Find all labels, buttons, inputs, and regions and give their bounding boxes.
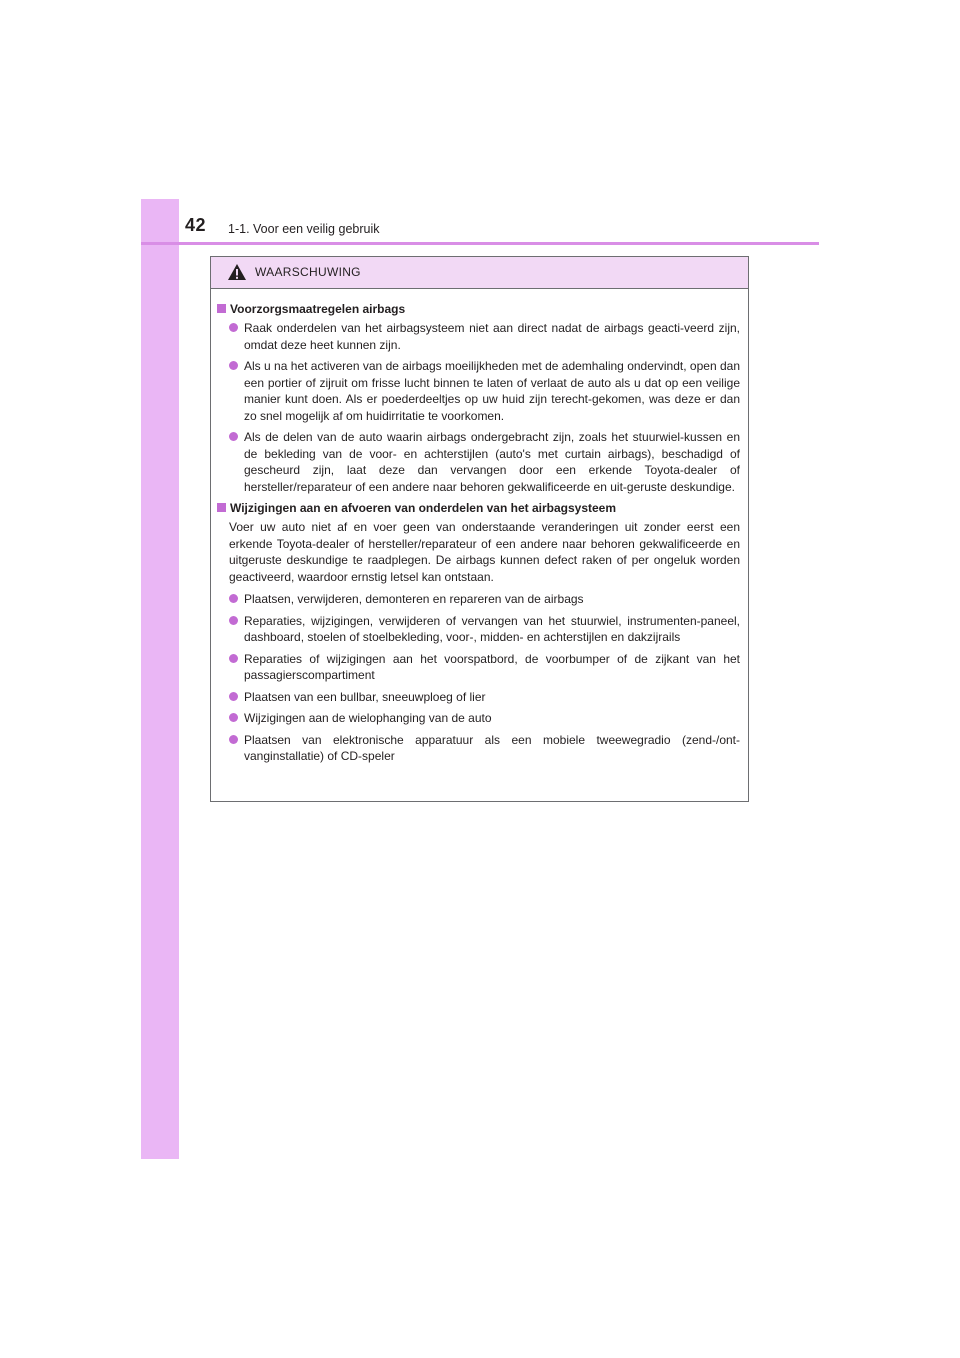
warning-header xyxy=(211,257,748,289)
list-item: Reparaties, wijzigingen, verwijderen of vervangen van het stuurwiel, instrumenten-paneel, dashboard, stoelen of stoelbekleding, voor-, midden- en achterstijlen en dakzijrails xyxy=(217,613,740,646)
section-airbag-modifications xyxy=(217,500,740,765)
section-title: 1-1. Voor een veilig gebruik xyxy=(228,222,380,236)
list-item: Als de delen van de auto waarin airbags ondergebracht zijn, zoals het stuurwiel-kussen en de bekleding van de voor- en achterstijlen (auto's met curtain airbags), beschadigd of gescheurd zijn, laat deze dan vervangen door een erkende Toyota-dealer of hersteller/reparateur of een andere naar behoren gekwalificeerde en uit-geruste deskundige. xyxy=(217,429,740,495)
warning-title: WAARSCHUWING xyxy=(255,265,361,279)
list-item: Als u na het activeren van de airbags moeilijkheden met de ademhaling ondervindt, open dan een portier of zijruit om frisse lucht binnen te laten of verlaat de auto als u dat op een veilige manier kunt doen. Als er poederdeeltjes op uw huid zijn terecht-gekomen, was deze er dan zo snel mogelijk af om huidirritatie te voorkomen. xyxy=(217,358,740,424)
round-bullet-icon xyxy=(229,713,238,722)
round-bullet-icon xyxy=(229,654,238,663)
section-heading: Wijzigingen aan en afvoeren van onderdelen van het airbagsysteem xyxy=(217,500,740,516)
chapter-side-band xyxy=(141,199,179,1159)
list-item: Reparaties of wijzigingen aan het voorspatbord, de voorbumper of de zijkant van het passagierscompartiment xyxy=(217,651,740,684)
header-rule xyxy=(141,242,819,245)
square-bullet-icon xyxy=(217,503,226,512)
round-bullet-icon xyxy=(229,361,238,370)
round-bullet-icon xyxy=(229,692,238,701)
list-item: Plaatsen, verwijderen, demonteren en repareren van de airbags xyxy=(217,591,740,608)
section-airbag-precautions xyxy=(217,301,740,495)
warning-triangle-icon xyxy=(227,263,247,281)
list-item: Raak onderdelen van het airbagsysteem niet aan direct nadat de airbags geacti-veerd zijn, omdat deze heet kunnen zijn. xyxy=(217,320,740,353)
list-item: Wijzigingen aan de wielophanging van de auto xyxy=(217,710,740,727)
section-heading: Voorzorgsmaatregelen airbags xyxy=(217,301,740,317)
round-bullet-icon xyxy=(229,432,238,441)
page-number: 42 xyxy=(185,215,207,235)
round-bullet-icon xyxy=(229,323,238,332)
section-paragraph: Voer uw auto niet af en voer geen van onderstaande veranderingen uit zonder eerst een erkende Toyota-dealer of hersteller/reparateur of een andere naar behoren gekwalificeerde en uitgeruste deskundige te raadplegen. De airbags kunnen defect raken of per ongeluk worden geactiveerd, waardoor ernstig letsel kan ontstaan. xyxy=(229,520,740,584)
round-bullet-icon xyxy=(229,616,238,625)
list-item: Plaatsen van een bullbar, sneeuwploeg of lier xyxy=(217,689,740,706)
warning-body xyxy=(211,289,748,765)
round-bullet-icon xyxy=(229,594,238,603)
warning-box xyxy=(210,256,749,802)
square-bullet-icon xyxy=(217,304,226,313)
list-item: Plaatsen van elektronische apparatuur als een mobiele tweewegradio (zend-/ont-vanginstallatie) of CD-speler xyxy=(217,732,740,765)
round-bullet-icon xyxy=(229,735,238,744)
